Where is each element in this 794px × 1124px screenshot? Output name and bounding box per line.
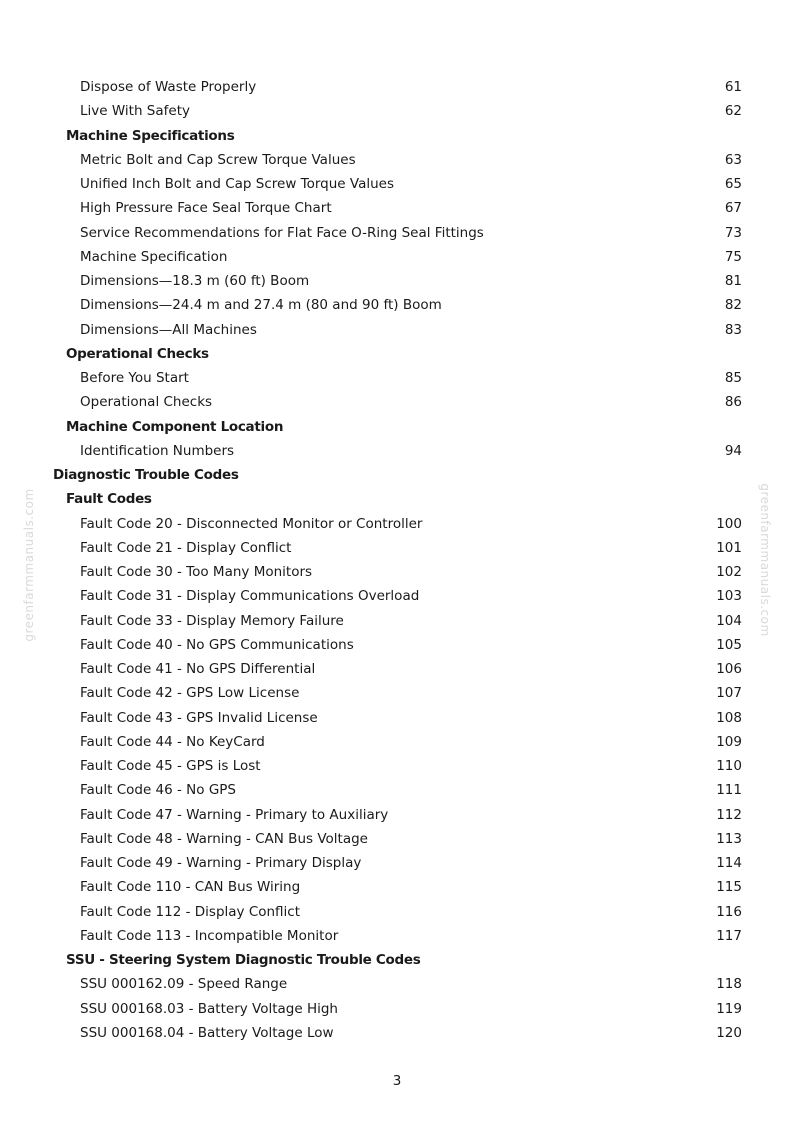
toc-entry-title: Fault Code 110 - CAN Bus Wiring [80, 879, 301, 896]
toc-entry-page: 73 [724, 224, 742, 241]
toc-entry-title: Fault Code 44 - No KeyCard [80, 733, 265, 750]
toc-entry-page: 104 [716, 612, 742, 629]
toc-entry[interactable] [0, 924, 794, 948]
toc-entry-title: Fault Codes [66, 491, 152, 508]
toc-entry[interactable] [0, 390, 794, 414]
toc-entry-title: Before You Start [80, 370, 189, 386]
toc-entry-title: Fault Code 47 - Warning - Primary to Auxiliary [80, 806, 389, 823]
watermark-left: greenfarmmanuals.com [22, 488, 36, 642]
toc-entry[interactable] [0, 221, 794, 245]
toc-entry-title: Fault Code 113 - Incompatible Monitor [80, 927, 339, 944]
toc-entry-page: 61 [724, 79, 742, 95]
toc-entry-page: 101 [716, 539, 742, 556]
toc-entry-page: 62 [724, 103, 742, 120]
toc-entry[interactable] [0, 657, 794, 681]
toc-entry-page: 112 [716, 806, 742, 823]
toc-entry-page: 81 [724, 273, 742, 289]
toc-section-heading[interactable] [0, 948, 794, 972]
toc-entry[interactable] [0, 827, 794, 851]
toc-entry-page: 117 [716, 927, 742, 944]
toc-entry-title: Operational Checks [80, 394, 213, 411]
toc-entry-title: Fault Code 40 - No GPS Communications [80, 636, 354, 653]
toc-entry-page: 116 [716, 903, 742, 920]
toc-entry[interactable] [0, 560, 794, 584]
toc-entry[interactable] [0, 681, 794, 705]
toc-entry-title: Fault Code 48 - Warning - CAN Bus Voltage [80, 830, 368, 847]
toc-section-heading[interactable] [0, 342, 794, 366]
toc-entry-title: Dimensions—24.4 m and 27.4 m (80 and 90 ft) Boom [80, 297, 442, 314]
toc-entry[interactable] [0, 633, 794, 657]
toc-entry-title: Fault Code 30 - Too Many Monitors [80, 564, 313, 580]
toc-entry-title: Fault Code 31 - Display Communications Overload [80, 588, 420, 605]
toc-section-heading[interactable] [0, 124, 794, 148]
toc-entry[interactable] [0, 778, 794, 802]
toc-entry-page: 118 [716, 976, 742, 993]
toc-entry-page: 119 [716, 1000, 742, 1017]
toc-entry[interactable] [0, 318, 794, 342]
toc-entry-title: SSU 000162.09 - Speed Range [80, 976, 288, 993]
toc-entry[interactable] [0, 997, 794, 1021]
toc-entry-title: Fault Code 42 - GPS Low License [80, 685, 300, 702]
toc-entry-page: 83 [724, 321, 742, 338]
toc-entry-title: Metric Bolt and Cap Screw Torque Values [80, 151, 356, 168]
toc-entry[interactable] [0, 196, 794, 220]
toc-entry-page: 100 [716, 515, 742, 532]
toc-entry[interactable] [0, 366, 794, 390]
toc-entry-page: 75 [724, 248, 742, 265]
toc-entry-page: 63 [724, 151, 742, 168]
toc-entry-page: 82 [724, 297, 742, 314]
toc-entry-page: 120 [716, 1024, 742, 1041]
toc-entry-page: 102 [716, 564, 742, 580]
toc-entry[interactable] [0, 1021, 794, 1045]
toc-entry[interactable] [0, 730, 794, 754]
toc-entry-title: Fault Code 21 - Display Conflict [80, 539, 292, 556]
toc-entry-title: Service Recommendations for Flat Face O-Ring Seal Fittings [80, 224, 484, 241]
toc-entry-title: Fault Code 46 - No GPS [80, 782, 236, 799]
toc-entry[interactable] [0, 706, 794, 730]
toc-entry-title: SSU - Steering System Diagnostic Trouble Codes [66, 952, 421, 968]
toc-entry-title: Fault Code 43 - GPS Invalid License [80, 709, 318, 726]
toc-entry-title: SSU 000168.03 - Battery Voltage High [80, 1000, 338, 1017]
toc-entry-page: 110 [716, 758, 742, 774]
toc-entry-page: 108 [716, 709, 742, 726]
toc-entry[interactable] [0, 99, 794, 123]
toc-entry-page: 106 [716, 661, 742, 677]
page-number: 3 [392, 1073, 402, 1089]
toc-entry-title: Fault Code 112 - Display Conflict [80, 903, 301, 920]
toc-entry-title: Diagnostic Trouble Codes [53, 467, 239, 483]
toc-entry-page: 86 [724, 394, 742, 411]
toc-entry[interactable] [0, 803, 794, 827]
toc-entry[interactable] [0, 609, 794, 633]
toc-entry-title: Machine Specification [80, 248, 228, 265]
toc-entry[interactable] [0, 172, 794, 196]
toc-entry-title: Operational Checks [66, 345, 209, 362]
toc-entry-title: Fault Code 41 - No GPS Differential [80, 661, 316, 677]
toc-entry[interactable] [0, 75, 794, 99]
toc-section-heading[interactable] [0, 415, 794, 439]
toc-entry-title: Fault Code 49 - Warning - Primary Display [80, 855, 362, 871]
toc-entry-title: Fault Code 45 - GPS is Lost [80, 758, 261, 774]
toc-entry[interactable] [0, 269, 794, 293]
toc-entry-page: 103 [716, 588, 742, 605]
toc-entry[interactable] [0, 293, 794, 317]
toc-entry-title: Unified Inch Bolt and Cap Screw Torque Values [80, 176, 395, 192]
toc-entry-page: 65 [724, 176, 742, 192]
toc-entry[interactable] [0, 584, 794, 608]
toc-entry[interactable] [0, 875, 794, 899]
toc-entry-title: Dimensions—All Machines [80, 321, 257, 338]
toc-section-heading[interactable] [0, 487, 794, 511]
toc-entry-title: Fault Code 20 - Disconnected Monitor or Controller [80, 515, 423, 532]
toc-entry-title: Fault Code 33 - Display Memory Failure [80, 612, 344, 629]
toc-entry-title: Dimensions—18.3 m (60 ft) Boom [80, 273, 310, 289]
toc-entry[interactable] [0, 851, 794, 875]
toc-entry-title: Live With Safety [80, 103, 190, 120]
toc-entry[interactable] [0, 439, 794, 463]
toc-entry-title: SSU 000168.04 - Battery Voltage Low [80, 1024, 334, 1041]
toc-entry-page: 109 [716, 733, 742, 750]
toc-entry-title: Machine Specifications [66, 127, 235, 144]
toc-entry[interactable] [0, 972, 794, 996]
table-of-contents [0, 75, 794, 1045]
toc-entry-title: High Pressure Face Seal Torque Chart [80, 200, 332, 217]
toc-entry-page: 115 [716, 879, 742, 896]
toc-entry-title: Machine Component Location [66, 418, 284, 435]
toc-entry[interactable] [0, 148, 794, 172]
toc-entry-page: 107 [716, 685, 742, 702]
toc-entry-page: 114 [716, 855, 742, 871]
toc-entry[interactable] [0, 536, 794, 560]
toc-entry-title: Dispose of Waste Properly [80, 79, 257, 95]
toc-entry[interactable] [0, 900, 794, 924]
toc-entry[interactable] [0, 245, 794, 269]
toc-entry-page: 85 [724, 370, 742, 386]
toc-entry-page: 67 [724, 200, 742, 217]
toc-entry-title: Identification Numbers [80, 442, 235, 459]
toc-entry-page: 105 [716, 636, 742, 653]
toc-entry-page: 113 [716, 830, 742, 847]
toc-entry-page: 94 [724, 442, 742, 459]
toc-entry-page: 111 [716, 782, 742, 799]
watermark-right: greenfarmmanuals.com [758, 483, 772, 637]
toc-entry[interactable] [0, 754, 794, 778]
toc-section-heading[interactable] [0, 463, 794, 487]
toc-entry[interactable] [0, 512, 794, 536]
